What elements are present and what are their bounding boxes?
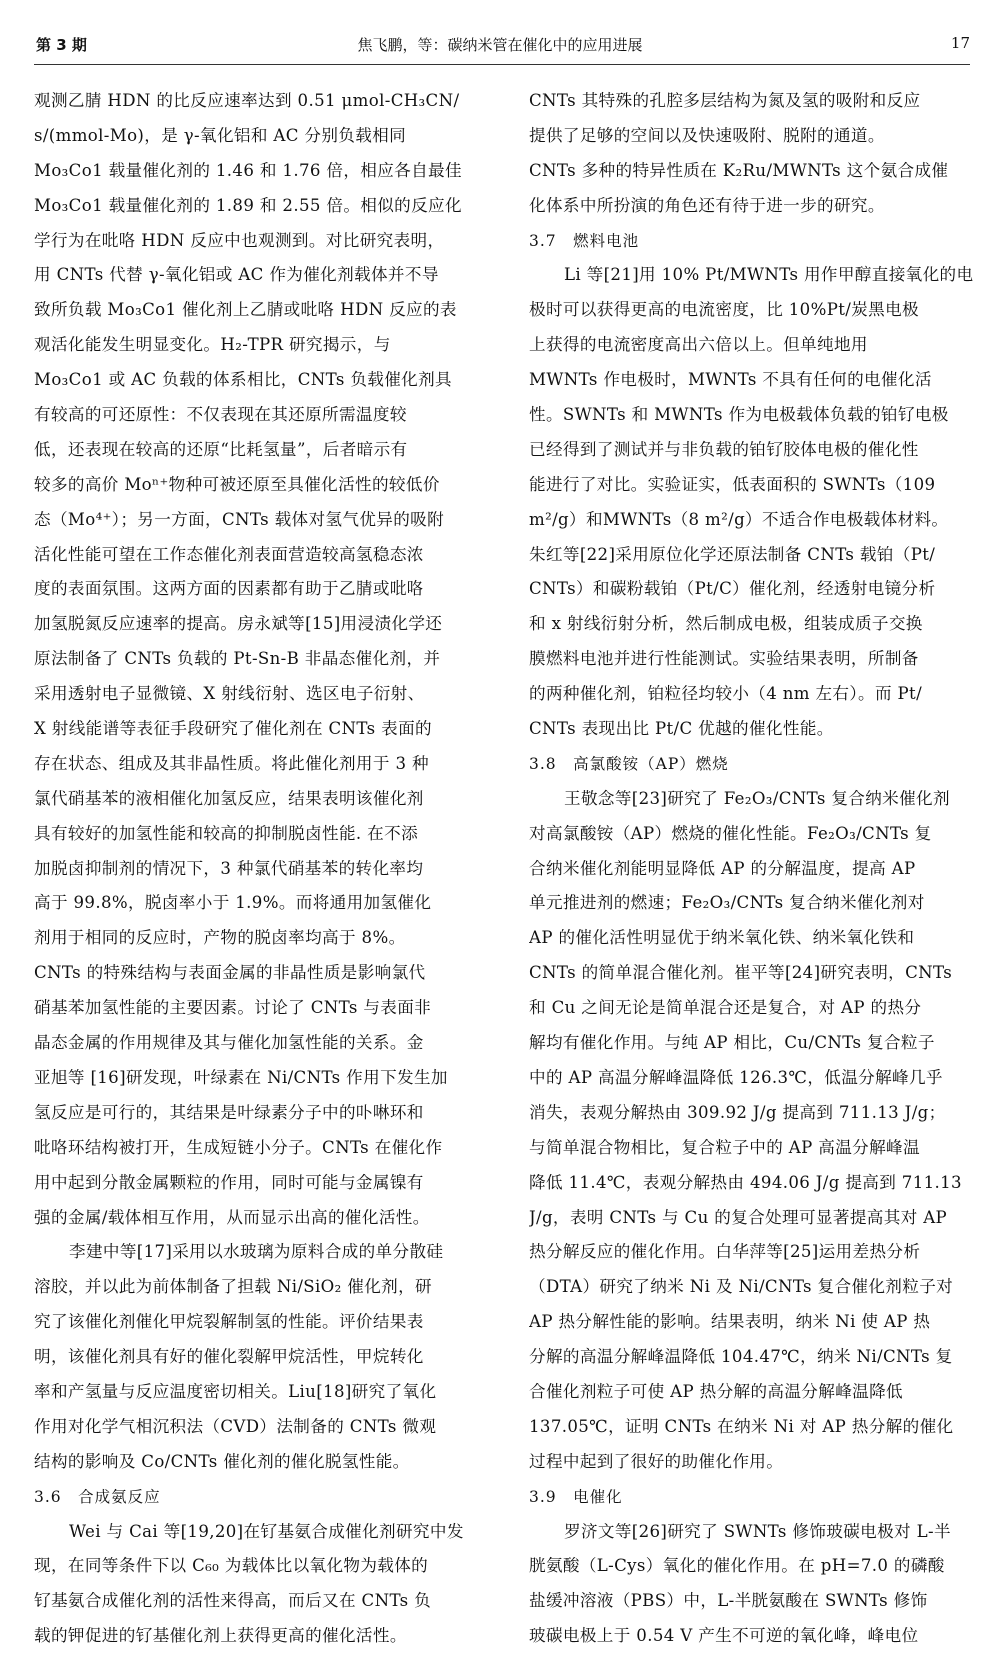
text-line: 性。SWNTs 和 MWNTs 作为电极载体负载的铂钌电极 [529,405,949,425]
text-line: 过程中起到了很好的助催化作用。 [529,1451,784,1471]
text-line: Mo₃Co1 载量催化剂的 1.89 和 2.55 倍。相似的反应化 [34,195,462,215]
text-line: 较多的高价 Moⁿ⁺物种可被还原至具催化活性的较低价 [34,474,440,494]
text-line: 高于 99.8%，脱卤率小于 1.9%。而将通用加氢催化 [34,893,432,913]
text-line: 单元推进剂的燃速；Fe₂O₃/CNTs 复合纳米催化剂对 [529,893,925,913]
text-line: 提供了足够的空间以及快速吸附、脱附的通道。 [529,125,885,145]
left-text-column [34,84,482,1654]
section-heading: 3.8 高氯酸铵（AP）燃烧 [529,754,729,773]
text-line: 溶胶，并以此为前体制备了担载 Ni/SiO₂ 催化剂，研 [34,1277,432,1297]
text-line: Li 等[21]用 10% Pt/MWNTs 用作甲醇直接氧化的电 [564,265,974,285]
text-line: 合催化剂粒子可使 AP 热分解的高温分解峰温降低 [529,1381,903,1401]
text-line: 中的 AP 高温分解峰温降低 126.3℃，低温分解峰几乎 [529,1067,943,1087]
text-line: 原法制备了 CNTs 负载的 Pt-Sn-B 非晶态催化剂，并 [34,649,441,669]
text-line: 李建中等[17]采用以水玻璃为原料合成的单分散硅 [69,1242,444,1262]
text-line: 与简单混合物相比，复合粒子中的 AP 高温分解峰温 [529,1137,920,1157]
text-line: 硝基苯加氢性能的主要因素。讨论了 CNTs 与表面非 [34,998,432,1018]
text-line: CNTs 其特殊的孔腔多层结构为氮及氢的吸附和反应 [529,91,921,110]
text-line: 能进行了对比。实验证实，低表面积的 SWNTs（109 [529,474,936,494]
text-line: CNTs 的简单混合催化剂。崔平等[24]研究表明，CNTs [529,963,953,983]
text-line: 分解的高温分解峰温降低 104.47℃，纳米 Ni/CNTs 复 [529,1347,953,1367]
text-line: （DTA）研究了纳米 Ni 及 Ni/CNTs 复合催化剂粒子对 [529,1277,954,1297]
text-line: AP 热分解性能的影响。结果表明，纳米 Ni 使 AP 热 [529,1312,931,1332]
text-line: 王敬念等[23]研究了 Fe₂O₃/CNTs 复合纳米催化剂 [564,788,950,808]
text-line: 观活化能发生明显变化。H₂-TPR 研究揭示，与 [34,335,391,355]
text-line: 剂用于相同的反应时，产物的脱卤率均高于 8%。 [34,928,406,948]
header-rule [34,64,970,65]
text-line: 加氢脱氮反应速率的提高。房永斌等[15]用浸渍化学还 [34,614,443,634]
text-line: 加脱卤抑制剂的情况下，3 种氯代硝基苯的转化率均 [34,858,424,878]
text-line: 热分解反应的催化作用。白华萍等[25]运用差热分析 [529,1242,921,1262]
text-line: 究了该催化剂催化甲烷裂解制氢的性能。评价结果表 [34,1312,424,1332]
text-line: J/g，表明 CNTs 与 Cu 的复合处理可显著提高其对 AP [529,1207,948,1227]
issue-number: 第 3 期 [36,36,87,54]
text-line: CNTs 的特殊结构与表面金属的非晶性质是影响氯代 [34,963,426,983]
text-line: 的两种催化剂，铂粒径均较小（4 nm 左右）。而 Pt/ [529,684,923,704]
text-line: 解均有催化作用。与纯 AP 相比，Cu/CNTs 复合粒子 [529,1033,935,1053]
text-line: 结构的影响及 Co/CNTs 催化剂的催化脱氢性能。 [34,1451,410,1471]
page-number: 17 [950,34,970,52]
text-line: 亚旭等 [16]研发现，叶绿素在 Ni/CNTs 作用下发生加 [34,1067,448,1087]
text-line: AP 的催化活性明显优于纳米氧化铁、纳米氧化铁和 [529,928,915,948]
text-line: CNTs 表现出比 Pt/C 优越的催化性能。 [529,719,834,739]
section-heading: 3.7 燃料电池 [529,231,640,250]
text-line: 存在状态、组成及其非晶性质。将此催化剂用于 3 种 [34,753,429,773]
text-line: MWNTs 作电极时，MWNTs 不具有任何的电催化活 [529,370,932,390]
text-line: 吡咯环结构被打开，生成短链小分子。CNTs 在催化作 [34,1137,443,1157]
text-line: 明，该催化剂具有好的催化裂解甲烷活性，甲烷转化 [34,1347,424,1367]
text-line: 消失，表观分解热由 309.92 J/g 提高到 711.13 J/g； [529,1102,946,1122]
text-line: X 射线能谱等表征手段研究了催化剂在 CNTs 表面的 [34,719,432,739]
right-text-column [529,84,977,1654]
text-line: 钌基氨合成催化剂的活性来得高，而后又在 CNTs 负 [34,1591,432,1611]
text-line: 观测乙腈 HDN 的比反应速率达到 0.51 μmol-CH₃CN/ [34,91,460,110]
text-line: 载的钾促进的钌基催化剂上获得更高的催化活性。 [34,1626,407,1646]
text-line: 低，还表现在较高的还原“比耗氢量”，后者暗示有 [34,439,408,459]
text-line: 已经得到了测试并与非负载的铂钌胶体电极的催化性 [529,439,919,459]
text-line: 胱氨酸（L-Cys）氧化的催化作用。在 pH=7.0 的磷酸 [529,1556,945,1576]
text-line: m²/g）和MWNTs（8 m²/g）不适合作电极载体材料。 [529,509,949,529]
section-heading: 3.6 合成氨反应 [34,1487,161,1506]
text-line: 有较高的可还原性：不仅表现在其还原所需温度较 [34,405,407,425]
text-line: 137.05℃，证明 CNTs 在纳米 Ni 对 AP 热分解的催化 [529,1416,954,1436]
text-line: 和 Cu 之间无论是简单混合还是复合，对 AP 的热分 [529,998,922,1018]
section-heading: 3.9 电催化 [529,1487,623,1506]
text-line: 极时可以获得更高的电流密度，比 10%Pt/炭黑电极 [529,300,919,320]
text-line: 学行为在吡咯 HDN 反应中也观测到。对比研究表明， [34,230,445,250]
text-line: 采用透射电子显微镜、X 射线衍射、选区电子衍射、 [34,684,425,704]
text-line: 态（Mo⁴⁺）；另一方面，CNTs 载体对氢气优异的吸附 [34,509,445,529]
text-line: 上获得的电流密度高出六倍以上。但单纯地用 [529,335,868,355]
text-line: 盐缓冲溶液（PBS）中，L-半胱氨酸在 SWNTs 修饰 [529,1591,928,1611]
text-line: Mo₃Co1 载量催化剂的 1.46 和 1.76 倍，相应各自最佳 [34,160,462,180]
text-line: 强的金属/载体相互作用，从而显示出高的催化活性。 [34,1207,430,1227]
text-line: 具有较好的加氢性能和较高的抑制脱卤性能. 在不添 [34,823,419,843]
text-line: 现，在同等条件下以 C₆₀ 为载体比以氧化物为载体的 [34,1556,429,1576]
running-title: 焦飞鹏，等：碳纳米管在催化中的应用进展 [357,36,643,54]
text-line: 氢反应是可行的，其结果是叶绿素分子中的卟啉环和 [34,1102,424,1122]
text-line: Wei 与 Cai 等[19,20]在钌基氨合成催化剂研究中发 [69,1521,464,1541]
text-line: CNTs）和碳粉载铂（Pt/C）催化剂，经透射电镜分析 [529,579,936,599]
text-line: 活化性能可望在工作态催化剂表面营造较高氢稳态浓 [34,544,424,564]
text-line: 合纳米催化剂能明显降低 AP 的分解温度，提高 AP [529,858,916,878]
text-line: 致所负载 Mo₃Co1 催化剂上乙腈或吡咯 HDN 反应的表 [34,300,457,320]
text-line: Mo₃Co1 或 AC 负载的体系相比，CNTs 负载催化剂具 [34,370,453,390]
text-line: 化体系中所扮演的角色还有待于进一步的研究。 [529,195,885,215]
text-line: 作用对化学气相沉积法（CVD）法制备的 CNTs 微观 [34,1416,437,1436]
text-line: s/(mmol-Mo)，是 γ-氧化铝和 AC 分别负载相同 [34,125,407,145]
text-line: 罗济文等[26]研究了 SWNTs 修饰玻碳电极对 L-半 [564,1521,951,1541]
text-line: 晶态金属的作用规律及其与催化加氢性能的关系。金 [34,1033,424,1053]
text-line: 膜燃料电池并进行性能测试。实验结果表明，所制备 [529,649,919,669]
text-line: 对高氯酸铵（AP）燃烧的催化性能。Fe₂O₃/CNTs 复 [529,823,932,843]
text-line: 率和产氢量与反应温度密切相关。Liu[18]研究了氧化 [34,1381,437,1401]
text-line: 和 x 射线衍射分析，然后制成电极，组装成质子交换 [529,614,923,634]
text-line: 降低 11.4℃，表观分解热由 494.06 J/g 提高到 711.13 [529,1172,962,1192]
text-line: 度的表面氛围。这两方面的因素都有助于乙腈或吡咯 [34,579,424,599]
text-line: 氯代硝基苯的液相催化加氢反应，结果表明该催化剂 [34,788,424,808]
text-line: 用 CNTs 代替 γ-氧化铝或 AC 作为催化剂载体并不导 [34,265,439,285]
text-line: 玻碳电极上于 0.54 V 产生不可逆的氧化峰，峰电位 [529,1626,919,1646]
text-line: CNTs 多种的特异性质在 K₂Ru/MWNTs 这个氨合成催 [529,160,949,180]
text-line: 用中起到分散金属颗粒的作用，同时可能与金属镍有 [34,1172,424,1192]
text-line: 朱红等[22]采用原位化学还原法制备 CNTs 载铂（Pt/ [529,544,936,564]
